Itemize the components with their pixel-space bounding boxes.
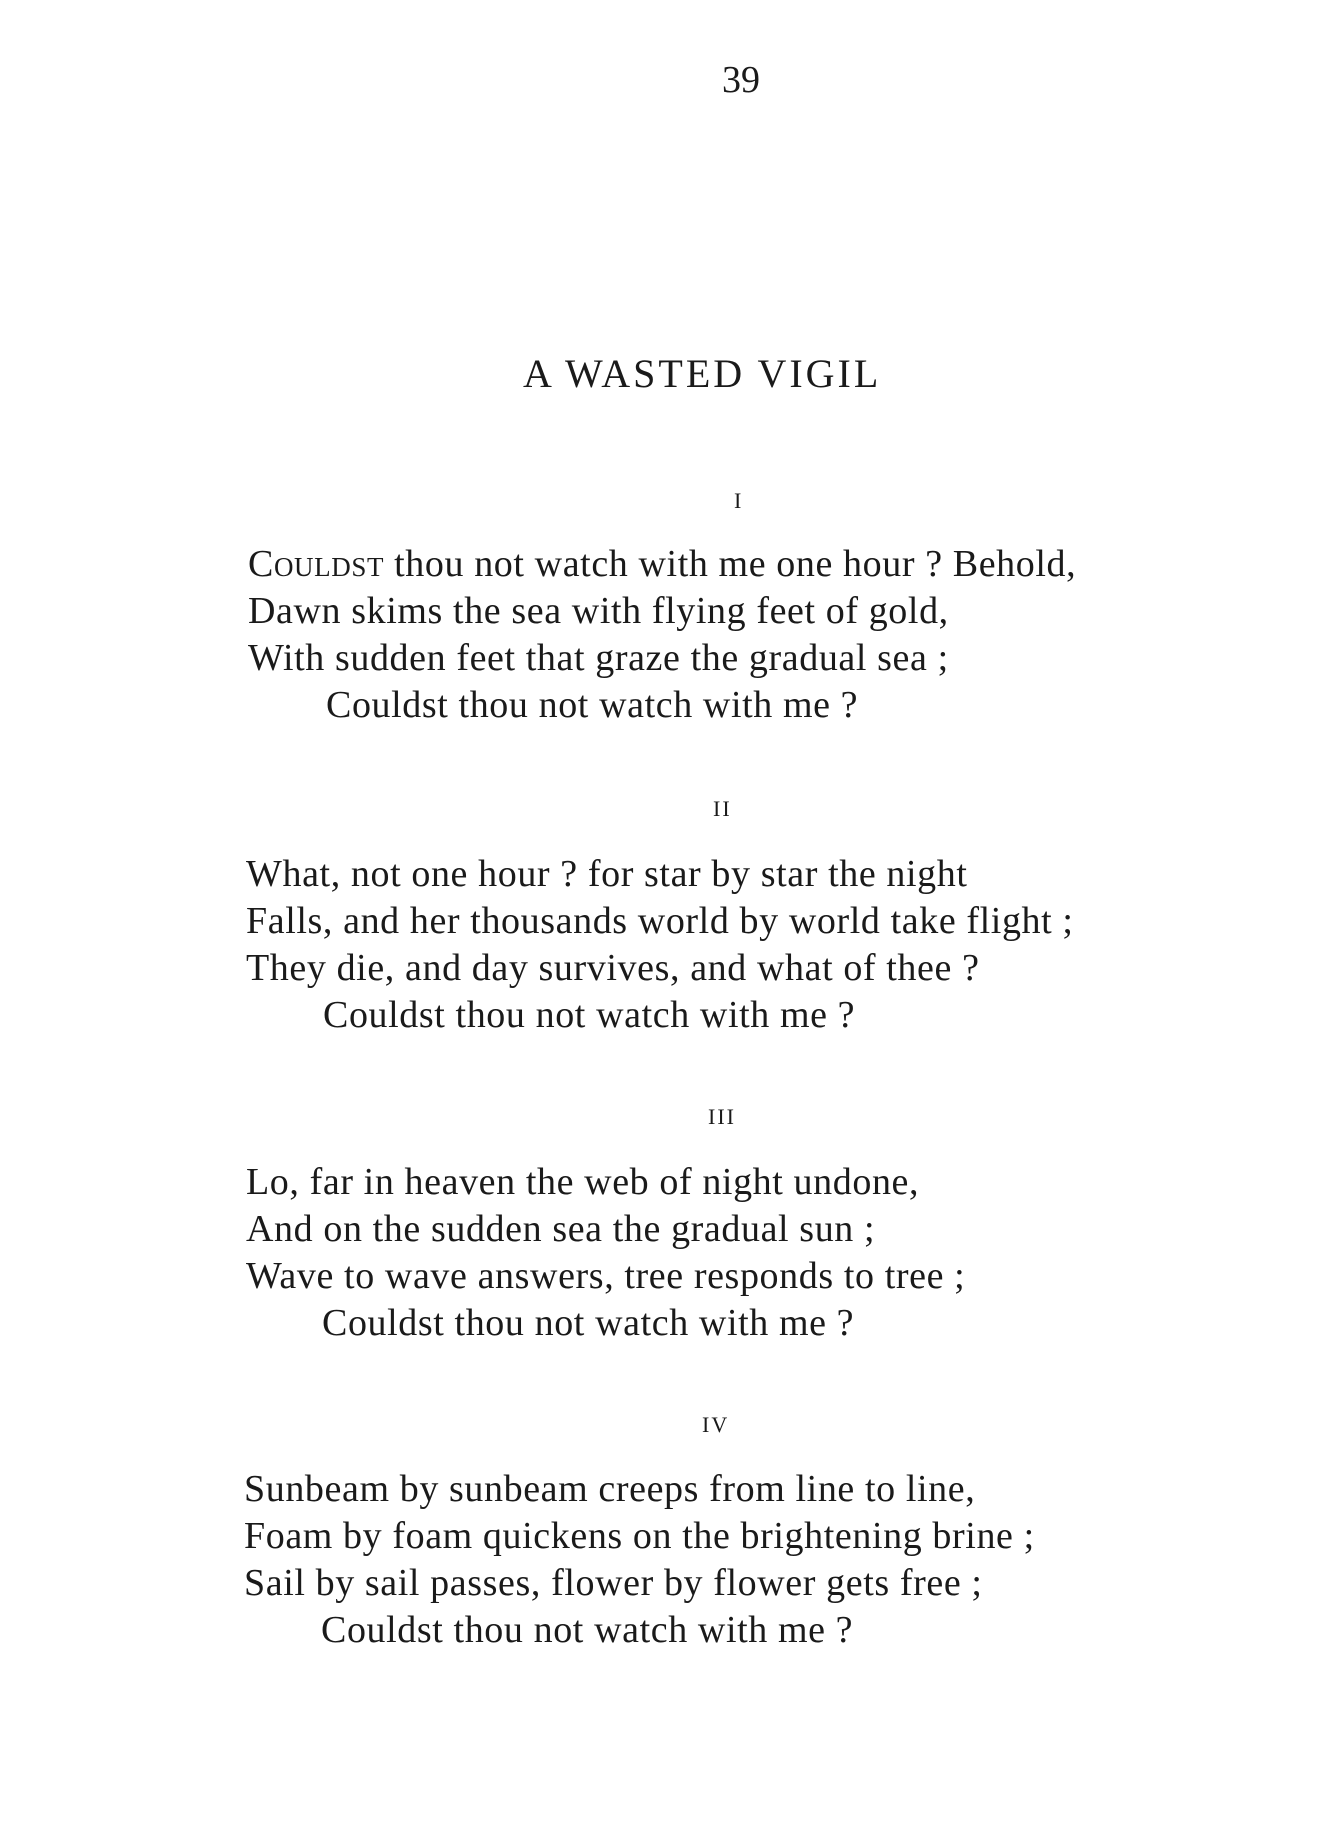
first-line-text: thou not watch with me one hour ? Behold, — [384, 543, 1077, 585]
poem-refrain: Couldst thou not watch with me ? — [321, 1609, 854, 1651]
poem-refrain: Couldst thou not watch with me ? — [323, 994, 856, 1036]
poem-line: Falls, and her thousands world by world take flight ; — [246, 900, 1074, 942]
poem-refrain: Couldst thou not watch with me ? — [326, 684, 859, 726]
poem-line: Foam by foam quickens on the brightening brine ; — [244, 1515, 1035, 1557]
poem-refrain: Couldst thou not watch with me ? — [322, 1302, 855, 1344]
poem-line: Lo, far in heaven the web of night undone, — [246, 1161, 920, 1203]
poem-line: With sudden feet that graze the gradual sea ; — [248, 637, 949, 679]
poem-line: Sail by sail passes, flower by flower gets free ; — [244, 1562, 983, 1604]
stanza-numeral: III — [708, 1104, 736, 1129]
page-number: 39 — [722, 59, 760, 101]
poem-line — [248, 542, 1076, 586]
stanza-numeral: IV — [702, 1412, 730, 1437]
poem-line: Wave to wave answers, tree responds to tree ; — [246, 1255, 966, 1297]
poem-line: Dawn skims the sea with flying feet of gold, — [248, 590, 949, 632]
poem-line: What, not one hour ? for star by star the night — [246, 853, 968, 895]
poem-title: A WASTED VIGIL — [523, 351, 882, 396]
poem-line: And on the sudden sea the gradual sun ; — [246, 1208, 876, 1250]
poem-line: Sunbeam by sunbeam creeps from line to line, — [244, 1468, 976, 1510]
poem-line: They die, and day survives, and what of thee ? — [246, 947, 980, 989]
first-word-smallcaps: Couldst — [248, 543, 385, 585]
stanza-numeral: II — [713, 796, 732, 821]
stanza-numeral: I — [734, 488, 744, 513]
